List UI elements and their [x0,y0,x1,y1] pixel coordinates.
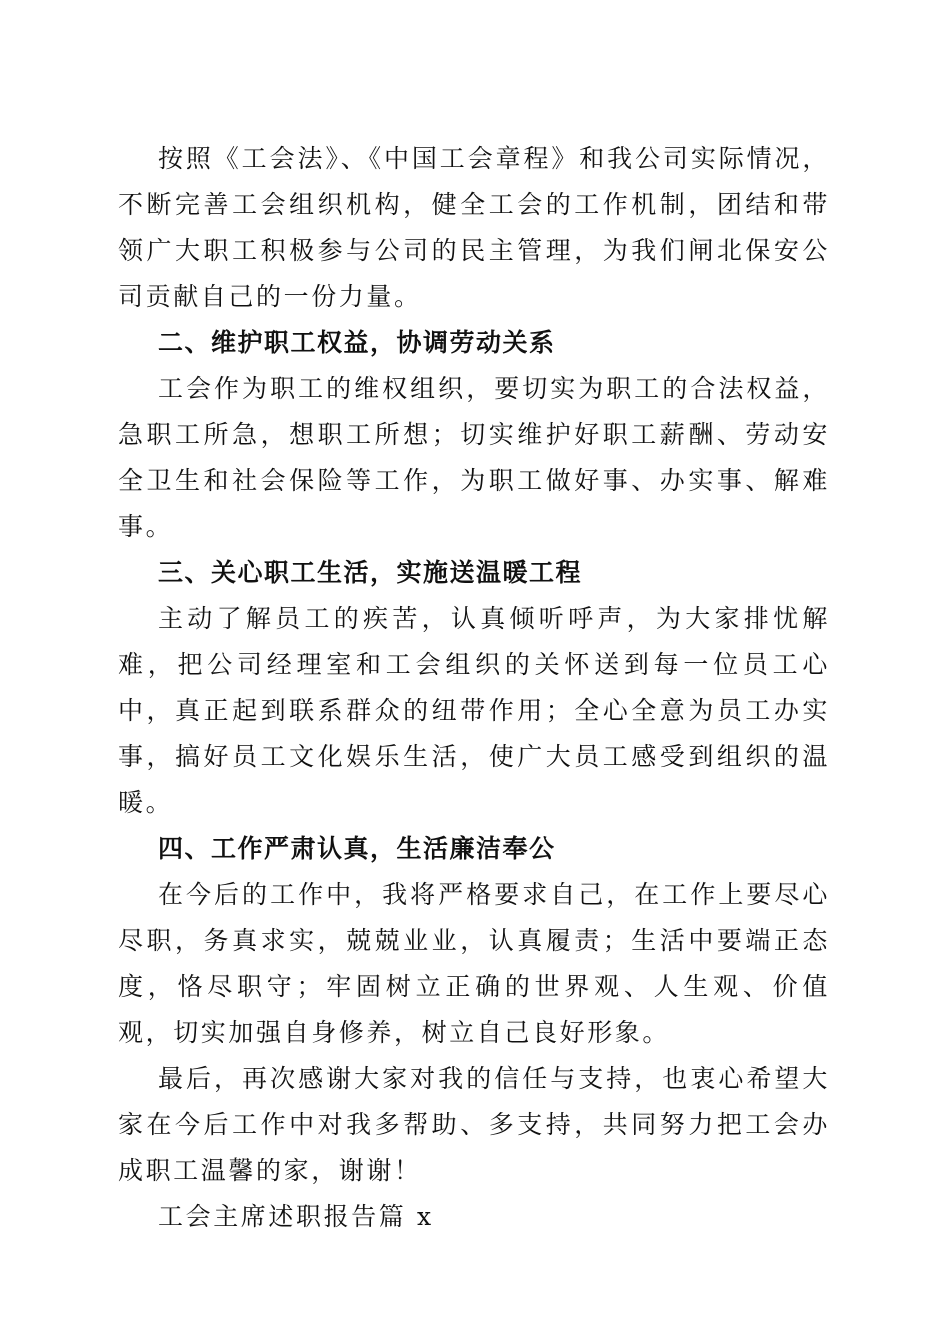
section-heading-2: 二、维护职工权益，协调劳动关系 [158,328,556,357]
document-body [118,136,830,1240]
section-heading-3: 三、关心职工生活，实施送温暖工程 [158,558,583,587]
paragraph-section-2: 工会作为职工的维权组织，要切实为职工的合法权益，急职工所急，想职工所想；切实维护好职工薪酬、劳动安全卫生和社会保险等工作，为职工做好事、办实事、解难事。 [118,374,830,541]
section-heading-4: 四、工作严肃认真，生活廉洁奉公 [158,834,556,863]
paragraph-intro: 按照《工会法》、《中国工会章程》和我公司实际情况，不断完善工会组织机构，健全工会的工作机制，团结和带领广大职工积极参与公司的民主管理，为我们闸北保安公司贡献自己的一份力量。 [118,144,830,311]
paragraph-section-3: 主动了解员工的疾苦，认真倾听呼声，为大家排忧解难，把公司经理室和工会组织的关怀送到每一位员工心中，真正起到联系群众的纽带作用；全心全意为员工办实事，搞好员工文化娱乐生活，使广大员工感受到组织的温暖。 [118,604,830,817]
paragraph-section-4: 在今后的工作中，我将严格要求自己，在工作上要尽心尽职，务真求实，兢兢业业，认真履责；生活中要端正态度，恪尽职守；牢固树立正确的世界观、人生观、价值观，切实加强自身修养，树立自己良好形象。 [118,880,830,1047]
paragraph-closing: 最后，再次感谢大家对我的信任与支持，也衷心希望大家在今后工作中对我多帮助、多支持，共同努力把工会办成职工温馨的家，谢谢！ [118,1064,830,1185]
next-report-title: 工会主席述职报告篇 x [158,1202,434,1231]
